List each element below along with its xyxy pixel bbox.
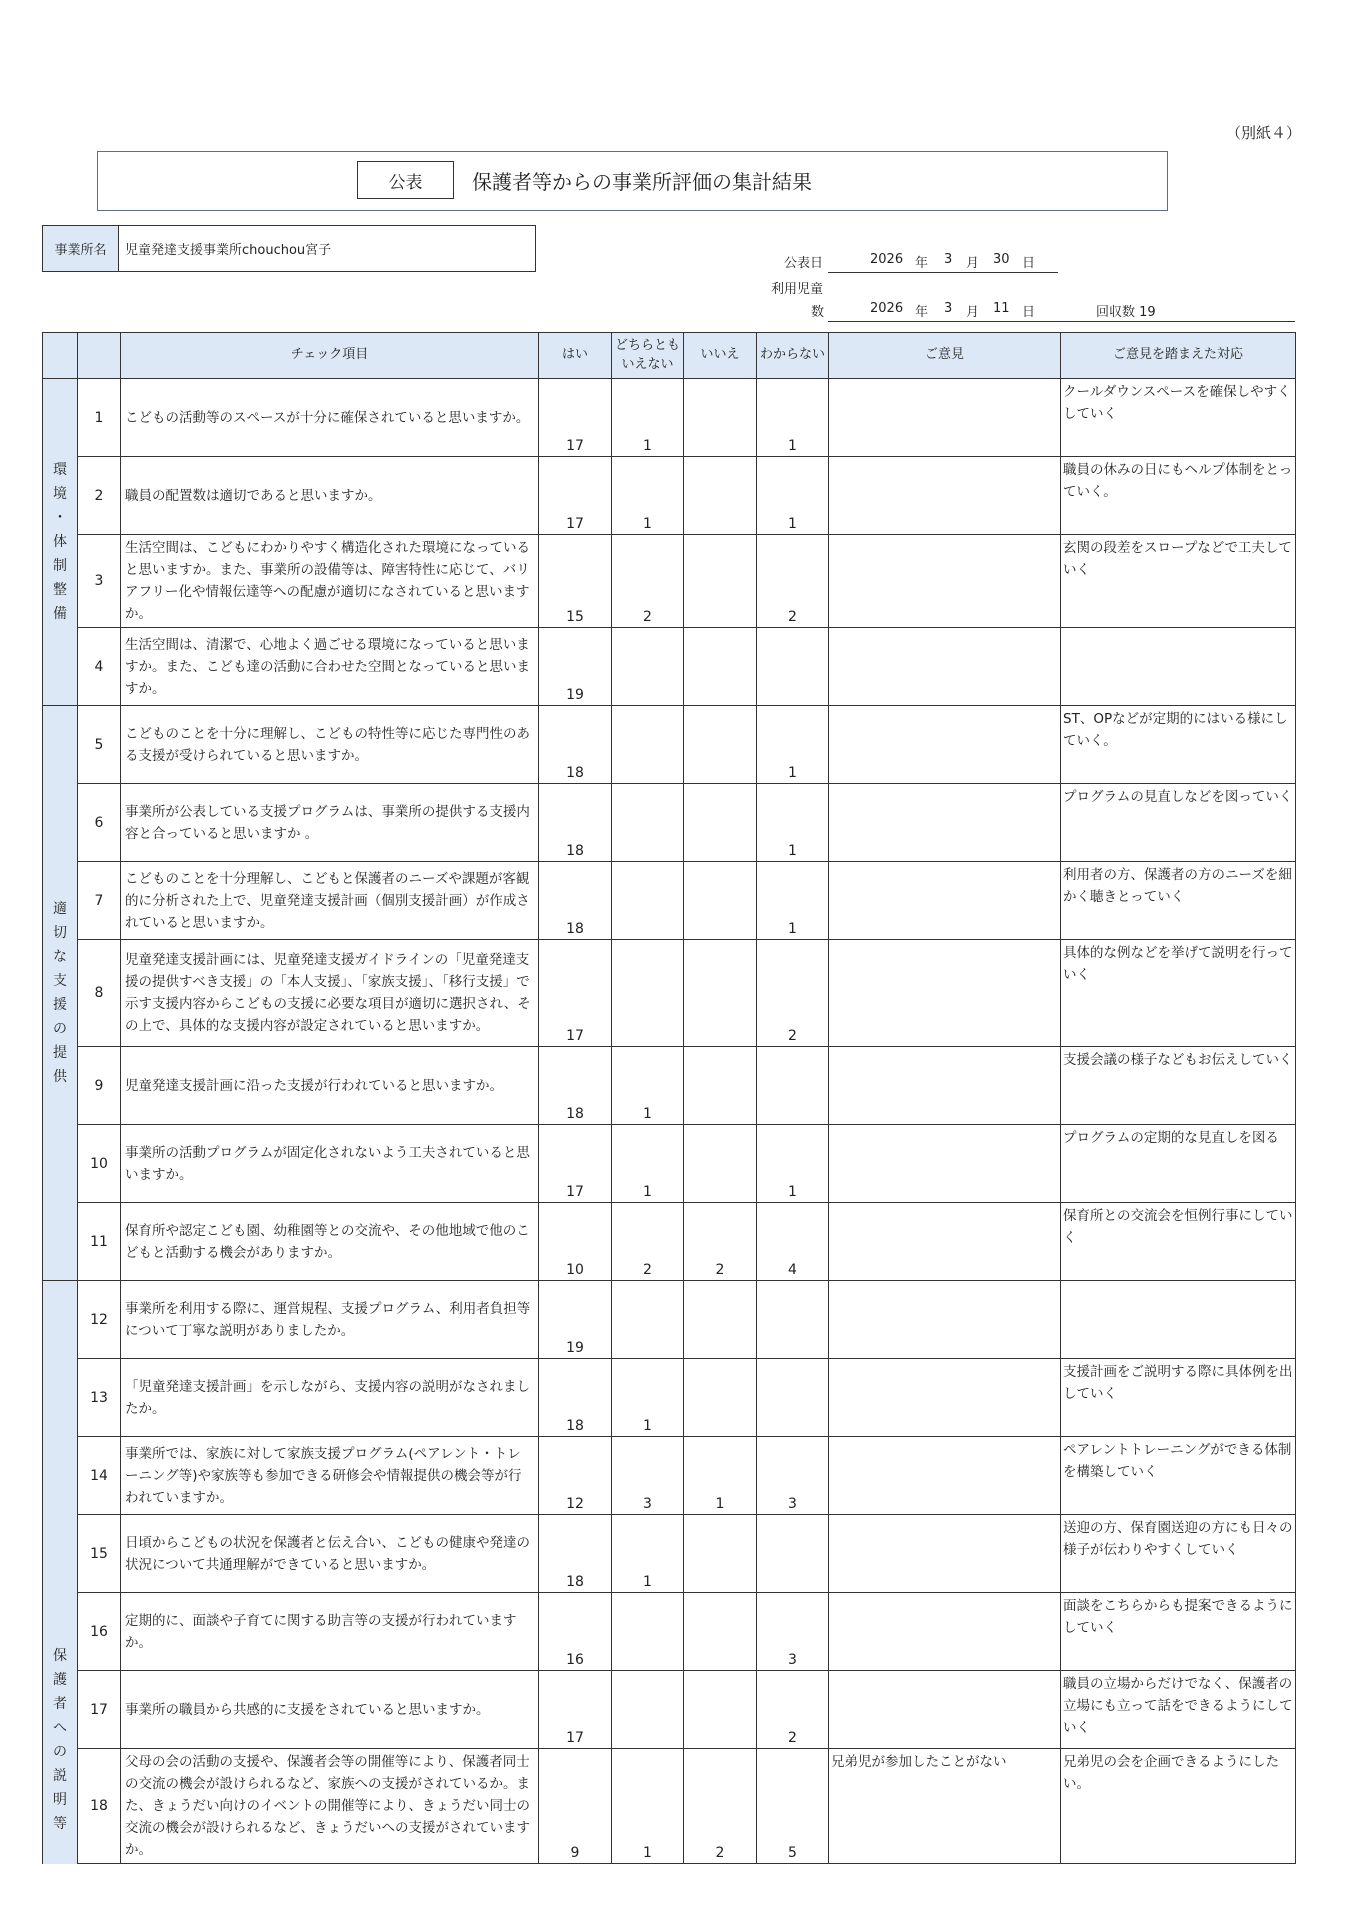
question: 「児童発達支援計画」を示しながら、支援内容の説明がなされましたか。 <box>121 1359 539 1437</box>
no-count <box>684 628 757 706</box>
unknown-count <box>757 1359 829 1437</box>
header-number <box>78 333 121 379</box>
question: こどもの活動等のスペースが十分に確保されていると思いますか。 <box>121 379 539 457</box>
row-number: 14 <box>78 1437 121 1515</box>
users-year-unit: 年 <box>915 305 929 320</box>
section-label-char: 切 <box>53 925 67 941</box>
yes-count: 17 <box>539 457 612 535</box>
response: 支援会議の様子などもお伝えしていく <box>1061 1047 1296 1125</box>
office-name: 児童発達支援事業所chouchou宮子 <box>125 243 332 258</box>
no-count <box>684 1359 757 1437</box>
table-row <box>43 1671 1296 1749</box>
opinion <box>829 457 1061 535</box>
response: ST、OPなどが定期的にはいる様にしていく。 <box>1061 706 1296 784</box>
publish-day-unit: 日 <box>1022 256 1036 271</box>
section-label-char: 整 <box>53 582 67 598</box>
no-count <box>684 784 757 862</box>
table-row <box>43 535 1296 628</box>
opinion <box>829 1203 1061 1281</box>
no-count <box>684 1047 757 1125</box>
no-count: 1 <box>684 1437 757 1515</box>
opinion <box>829 862 1061 940</box>
neither-count: 3 <box>612 1437 684 1515</box>
section-label-char: 者 <box>53 1695 67 1712</box>
question: 職員の配置数は適切であると思いますか。 <box>121 457 539 535</box>
row-number: 7 <box>78 862 121 940</box>
question: 事業所を利用する際に、運営規程、支援プログラム、利用者負担等について丁寧な説明がありましたか。 <box>121 1281 539 1359</box>
table-row <box>43 1047 1296 1125</box>
neither-count <box>612 940 684 1047</box>
publish-year-unit: 年 <box>915 256 929 271</box>
section-label-char: の <box>53 1743 67 1760</box>
no-count <box>684 940 757 1047</box>
opinion <box>829 1281 1061 1359</box>
users-day-unit: 日 <box>1022 305 1036 320</box>
table-row <box>43 784 1296 862</box>
response <box>1061 628 1296 706</box>
response: 利用者の方、保護者の方のニーズを細かく聴きとっていく <box>1061 862 1296 940</box>
response: 玄関の段差をスロープなどで工夫していく <box>1061 535 1296 628</box>
question: 生活空間は、こどもにわかりやすく構造化された環境になっていると思いますか。また、事業所の設備等は、障害特性に応じて、バリアフリー化や情報伝達等への配慮が適切になされていると思いますか。 <box>121 535 539 628</box>
publish-date-underline <box>828 272 1058 273</box>
unknown-count: 1 <box>757 379 829 457</box>
question: 生活空間は、清潔で、心地よく過ごせる環境になっていると思いますか。また、こども達の活動に合わせた空間となっていると思いますか。 <box>121 628 539 706</box>
neither-count <box>612 1593 684 1671</box>
response: 保育所との交流会を恒例行事にしていく <box>1061 1203 1296 1281</box>
header-check-item: チェック項目 <box>121 333 539 379</box>
response <box>1061 1281 1296 1359</box>
section-label-char: 等 <box>53 1815 67 1832</box>
section-label-char: へ <box>53 1719 67 1736</box>
opinion <box>829 1359 1061 1437</box>
row-number: 3 <box>78 535 121 628</box>
opinion <box>829 1437 1061 1515</box>
yes-count: 18 <box>539 1047 612 1125</box>
neither-count: 1 <box>612 1359 684 1437</box>
response: ペアレントトレーニングができる体制を構築していく <box>1061 1437 1296 1515</box>
table-row <box>43 1593 1296 1671</box>
row-number: 17 <box>78 1671 121 1749</box>
evaluation-table <box>42 332 1296 1864</box>
yes-count: 19 <box>539 628 612 706</box>
question: 父母の会の活動の支援や、保護者会等の開催等により、保護者同士の交流の機会が設けられるなど、家族への支援がされているか。また、きょうだい向けのイベントの開催等により、きょうだい同士の交流の機会が設けられるなど、きょうだいへの支援がされていますか。 <box>121 1749 539 1864</box>
neither-count: 1 <box>612 379 684 457</box>
response: クールダウンスペースを確保しやすくしていく <box>1061 379 1296 457</box>
no-count <box>684 862 757 940</box>
office-label: 事業所名 <box>43 226 119 271</box>
table-row <box>43 628 1296 706</box>
question: 事業所が公表している支援プログラムは、事業所の提供する支援内容と合っていると思いますか 。 <box>121 784 539 862</box>
section-label-char: 保 <box>53 1647 67 1664</box>
unknown-count <box>757 1047 829 1125</box>
opinion <box>829 784 1061 862</box>
neither-count: 1 <box>612 1749 684 1864</box>
section-label <box>43 1281 78 1864</box>
header-neither <box>612 333 684 379</box>
response: 職員の休みの日にもヘルプ体制をとっていく。 <box>1061 457 1296 535</box>
section-label <box>43 379 78 706</box>
row-number: 2 <box>78 457 121 535</box>
header-no: いいえ <box>684 333 757 379</box>
section-label <box>43 706 78 1281</box>
section-label-char: 援 <box>53 997 67 1013</box>
response: プログラムの見直しなどを図っていく <box>1061 784 1296 862</box>
opinion <box>829 1593 1061 1671</box>
header-unknown: わからない <box>757 333 829 379</box>
unknown-count <box>757 1515 829 1593</box>
no-count <box>684 379 757 457</box>
unknown-count: 2 <box>757 940 829 1047</box>
table-row <box>43 1203 1296 1281</box>
row-number: 13 <box>78 1359 121 1437</box>
question: 保育所や認定こども園、幼稚園等との交流や、その他地域で他のこどもと活動する機会がありますか。 <box>121 1203 539 1281</box>
question: こどものことを十分理解し、こどもと保護者のニーズや課題が客観的に分析された上で、児童発達支援計画（個別支援計画）が作成されていると思いますか。 <box>121 862 539 940</box>
row-number: 4 <box>78 628 121 706</box>
users-month: 3 <box>944 301 953 316</box>
neither-count: 2 <box>612 1203 684 1281</box>
unknown-count: 3 <box>757 1593 829 1671</box>
row-number: 11 <box>78 1203 121 1281</box>
table-row <box>43 1437 1296 1515</box>
table-row <box>43 862 1296 940</box>
yes-count: 10 <box>539 1203 612 1281</box>
section-label-char: 提 <box>53 1045 67 1061</box>
response: 面談をこちらからも提案できるようにしていく <box>1061 1593 1296 1671</box>
no-count <box>684 1281 757 1359</box>
row-number: 18 <box>78 1749 121 1864</box>
neither-count <box>612 862 684 940</box>
office-box <box>42 225 536 272</box>
unknown-count: 1 <box>757 862 829 940</box>
section-label-char: の <box>53 1021 67 1037</box>
yes-count: 18 <box>539 1359 612 1437</box>
publish-month: 3 <box>944 252 953 267</box>
neither-count <box>612 628 684 706</box>
no-count <box>684 457 757 535</box>
unknown-count: 2 <box>757 535 829 628</box>
row-number: 8 <box>78 940 121 1047</box>
response: 支援計画をご説明する際に具体例を出していく <box>1061 1359 1296 1437</box>
neither-count <box>612 784 684 862</box>
section-label-char: 適 <box>53 901 67 917</box>
yes-count: 18 <box>539 1515 612 1593</box>
attachment-label: （別紙４） <box>1226 124 1302 142</box>
no-count: 2 <box>684 1749 757 1864</box>
row-number: 15 <box>78 1515 121 1593</box>
yes-count: 16 <box>539 1593 612 1671</box>
table-row <box>43 457 1296 535</box>
section-label-char: 備 <box>53 606 67 622</box>
yes-count: 19 <box>539 1281 612 1359</box>
response: 送迎の方、保育園送迎の方にも日々の様子が伝わりやすくしていく <box>1061 1515 1296 1593</box>
no-count <box>684 1593 757 1671</box>
section-label-char: 支 <box>53 973 67 989</box>
response: プログラムの定期的な見直しを図る <box>1061 1125 1296 1203</box>
question: 児童発達支援計画には、児童発達支援ガイドラインの「児童発達支援の提供すべき支援」の「本人支援」、「家族支援」、「移行支援」で示す支援内容からこどもの支援に必要な項目が適切に選択され、その上で、具体的な支援内容が設定されていると思いますか。 <box>121 940 539 1047</box>
publish-date-label: 公表日 <box>784 256 824 271</box>
section-label-char: 環 <box>53 462 67 478</box>
opinion <box>829 379 1061 457</box>
yes-count: 12 <box>539 1437 612 1515</box>
response: 兄弟児の会を企画できるようにしたい。 <box>1061 1749 1296 1864</box>
opinion <box>829 1047 1061 1125</box>
no-count <box>684 1125 757 1203</box>
unknown-count: 5 <box>757 1749 829 1864</box>
no-count <box>684 706 757 784</box>
header-response: ご意見を踏まえた対応 <box>1061 333 1296 379</box>
row-number: 6 <box>78 784 121 862</box>
unknown-count: 1 <box>757 457 829 535</box>
users-date-underline <box>828 321 1295 322</box>
table-row <box>43 379 1296 457</box>
unknown-count: 1 <box>757 784 829 862</box>
question: 日頃からこどもの状況を保護者と伝え合い、こどもの健康や発達の状況について共通理解ができていると思いますか。 <box>121 1515 539 1593</box>
row-number: 12 <box>78 1281 121 1359</box>
opinion <box>829 940 1061 1047</box>
response: 職員の立場からだけでなく、保護者の立場にも立って話をできるようにしていく <box>1061 1671 1296 1749</box>
unknown-count: 1 <box>757 1125 829 1203</box>
yes-count: 9 <box>539 1749 612 1864</box>
table-row <box>43 1281 1296 1359</box>
yes-count: 18 <box>539 862 612 940</box>
section-label-char: 明 <box>53 1791 67 1808</box>
section-label-char: 説 <box>53 1767 67 1784</box>
table-row <box>43 1125 1296 1203</box>
users-day: 11 <box>993 301 1010 316</box>
header-opinion: ご意見 <box>829 333 1061 379</box>
neither-count <box>612 1671 684 1749</box>
header-neither-line1: どちらとも <box>614 337 680 353</box>
no-count <box>684 1671 757 1749</box>
response: 具体的な例などを挙げて説明を行っていく <box>1061 940 1296 1047</box>
page-title: 保護者等からの事業所評価の集計結果 <box>472 170 812 194</box>
yes-count: 18 <box>539 784 612 862</box>
section-label-char: 境 <box>53 486 67 502</box>
opinion <box>829 535 1061 628</box>
question: こどものことを十分に理解し、こどもの特性等に応じた専門性のある支援が受けられていると思いますか。 <box>121 706 539 784</box>
row-number: 1 <box>78 379 121 457</box>
question: 事業所の活動プログラムが固定化されないよう工夫されていると思いますか。 <box>121 1125 539 1203</box>
table-header-row <box>43 333 1296 379</box>
neither-count: 1 <box>612 1515 684 1593</box>
section-label-char: 護 <box>53 1671 67 1688</box>
publish-month-unit: 月 <box>966 256 980 271</box>
no-count <box>684 535 757 628</box>
opinion <box>829 1515 1061 1593</box>
publish-year: 2026 <box>870 252 904 267</box>
unknown-count: 4 <box>757 1203 829 1281</box>
table-row <box>43 706 1296 784</box>
table-row <box>43 940 1296 1047</box>
neither-count: 1 <box>612 1047 684 1125</box>
row-number: 5 <box>78 706 121 784</box>
yes-count: 17 <box>539 1671 612 1749</box>
section-label-char: 制 <box>53 558 67 574</box>
question: 定期的に、面談や子育てに関する助言等の支援が行われていますか。 <box>121 1593 539 1671</box>
opinion: 兄弟児が参加したことがない <box>829 1749 1061 1864</box>
table-row <box>43 1749 1296 1864</box>
neither-count: 2 <box>612 535 684 628</box>
users-count-label-1: 利用児童 <box>771 282 824 297</box>
section-label-char: 供 <box>53 1069 67 1085</box>
opinion <box>829 628 1061 706</box>
unknown-count: 2 <box>757 1671 829 1749</box>
question: 事業所では、家族に対して家族支援プログラム(ペアレント・トレーニング等)や家族等も参加できる研修会や情報提供の機会等が行われていますか。 <box>121 1437 539 1515</box>
yes-count: 15 <box>539 535 612 628</box>
public-badge: 公表 <box>357 161 454 199</box>
section-label-char: ・ <box>53 510 67 526</box>
yes-count: 17 <box>539 379 612 457</box>
publish-day: 30 <box>993 252 1010 267</box>
no-count <box>684 1515 757 1593</box>
question: 児童発達支援計画に沿った支援が行われていると思いますか。 <box>121 1047 539 1125</box>
header-neither-line2: いえない <box>621 356 674 372</box>
no-count: 2 <box>684 1203 757 1281</box>
table-row <box>43 1359 1296 1437</box>
row-number: 10 <box>78 1125 121 1203</box>
opinion <box>829 1671 1061 1749</box>
table-row <box>43 1515 1296 1593</box>
opinion <box>829 1125 1061 1203</box>
yes-count: 18 <box>539 706 612 784</box>
unknown-count: 3 <box>757 1437 829 1515</box>
users-month-unit: 月 <box>966 305 980 320</box>
question: 事業所の職員から共感的に支援をされていると思いますか。 <box>121 1671 539 1749</box>
opinion <box>829 706 1061 784</box>
header-yes: はい <box>539 333 612 379</box>
users-count-label-2: 数 <box>811 305 825 320</box>
yes-count: 17 <box>539 940 612 1047</box>
users-year: 2026 <box>870 301 904 316</box>
response-count: 回収数 19 <box>1096 305 1156 320</box>
unknown-count <box>757 1281 829 1359</box>
neither-count <box>612 1281 684 1359</box>
neither-count: 1 <box>612 1125 684 1203</box>
yes-count: 17 <box>539 1125 612 1203</box>
header-section <box>43 333 78 379</box>
section-label-char: な <box>53 949 67 965</box>
row-number: 16 <box>78 1593 121 1671</box>
neither-count <box>612 706 684 784</box>
neither-count: 1 <box>612 457 684 535</box>
row-number: 9 <box>78 1047 121 1125</box>
section-label-char: 体 <box>53 534 67 550</box>
unknown-count <box>757 628 829 706</box>
unknown-count: 1 <box>757 706 829 784</box>
